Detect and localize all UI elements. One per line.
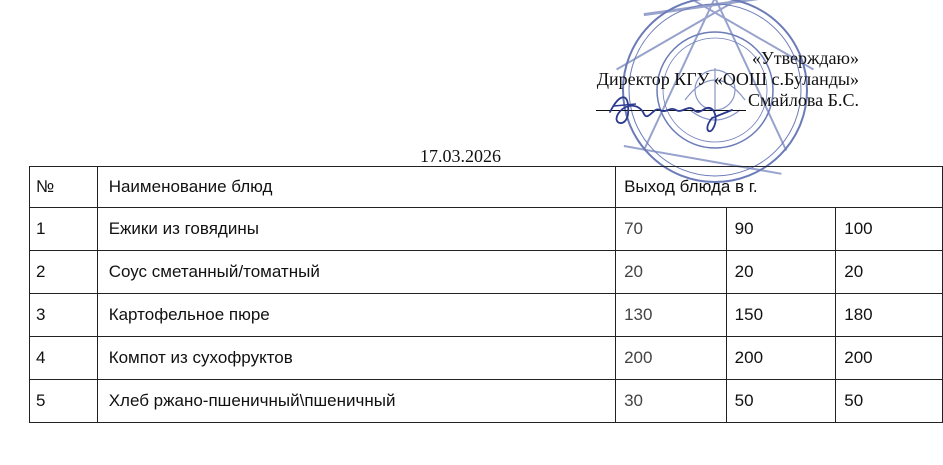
row-number: 4	[30, 337, 98, 380]
output-value-1: 200	[616, 337, 727, 380]
dish-name: Компот из сухофруктов	[97, 337, 615, 380]
approver-name: Смайлова Б.С.	[748, 90, 859, 110]
dish-name: Хлеб ржано-пшеничный\пшеничный	[97, 380, 615, 423]
menu-date: 17.03.2026	[420, 146, 501, 166]
table-row	[30, 208, 943, 251]
output-value-2: 150	[726, 294, 836, 337]
output-value-1: 70	[616, 208, 727, 251]
output-value-3: 180	[836, 294, 943, 337]
table-row	[30, 337, 943, 380]
output-value-2: 50	[726, 380, 836, 423]
output-value-1: 20	[616, 251, 727, 294]
row-number: 5	[30, 380, 98, 423]
header-output: Выход блюда в г.	[616, 167, 943, 208]
output-value-1: 30	[616, 380, 727, 423]
output-value-2: 90	[726, 208, 836, 251]
output-value-1: 130	[616, 294, 727, 337]
dish-name: Ежики из говядины	[97, 208, 615, 251]
dish-name: Соус сметанный/томатный	[97, 251, 615, 294]
table-row	[30, 251, 943, 294]
row-number: 3	[30, 294, 98, 337]
output-value-2: 20	[726, 251, 836, 294]
table-row	[30, 380, 943, 423]
header-number: №	[30, 167, 98, 208]
table-header-row	[30, 167, 943, 208]
approval-position: Директор КГУ «ООШ с.Буланды»	[596, 69, 859, 89]
table-row	[30, 294, 943, 337]
output-value-3: 50	[836, 380, 943, 423]
output-value-3: 200	[836, 337, 943, 380]
header-dish-name: Наименование блюд	[97, 167, 615, 208]
output-value-3: 20	[836, 251, 943, 294]
approval-title: «Утверждаю»	[751, 48, 859, 68]
menu-table	[29, 166, 943, 423]
dish-name: Картофельное пюре	[97, 294, 615, 337]
row-number: 1	[30, 208, 98, 251]
output-value-2: 200	[726, 337, 836, 380]
row-number: 2	[30, 251, 98, 294]
handwritten-signature	[600, 84, 740, 136]
output-value-3: 100	[836, 208, 943, 251]
